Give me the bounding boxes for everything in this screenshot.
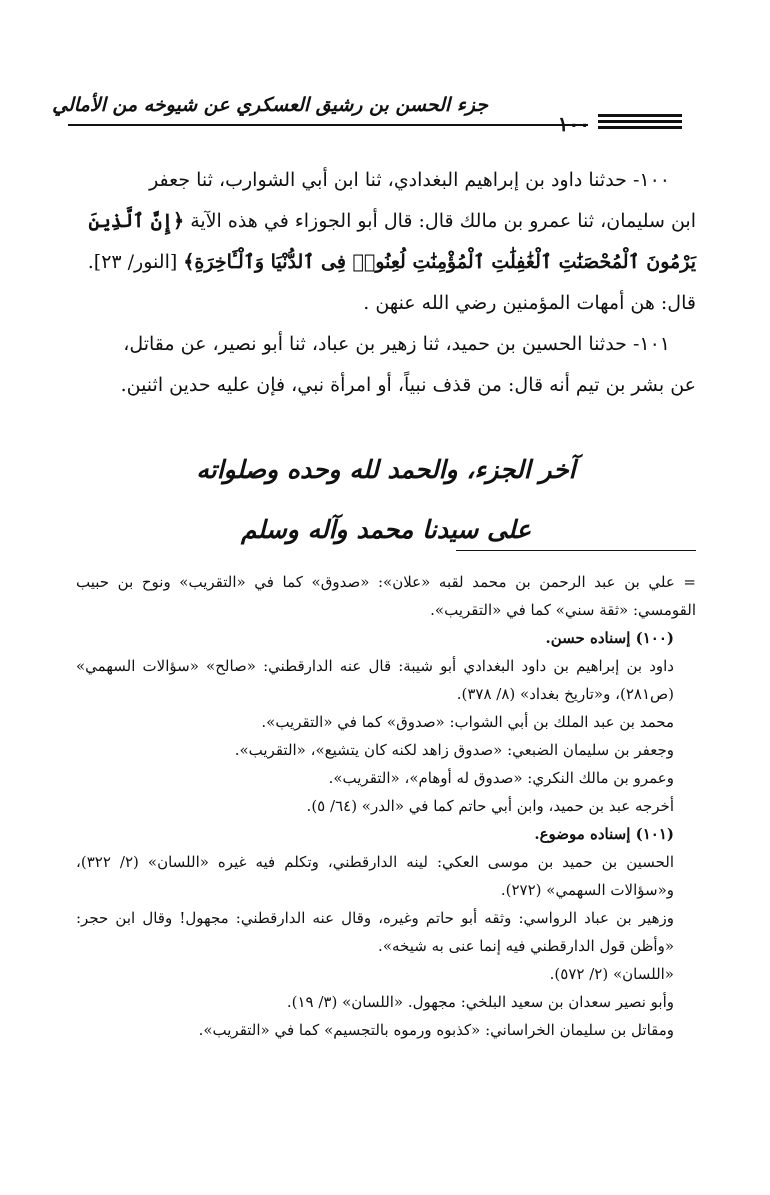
quran-reference: [النور/ ٢٣]. bbox=[87, 251, 184, 273]
footnote-continuation: = علي بن عبد الرحمن بن محمد لقبه «علان»: «صدوق» كما في «التقريب» ونوح بن حبيب القومسي: «ثقة سني» كما في «التقريب». bbox=[76, 573, 696, 619]
hadith-101-line-2: عن بشر بن تيم أنه قال: من قذف نبياً، أو امرأة نبي، فإن عليه حدين اثنين. bbox=[120, 374, 696, 396]
footnote-item: «اللسان» (٢/ ٥٧٢). bbox=[549, 965, 674, 983]
footnote-item: أخرجه عبد بن حميد، وابن أبي حاتم كما في «الدر» (٦٤/ ٥). bbox=[306, 797, 674, 815]
header-rule bbox=[68, 124, 588, 126]
footnote-item: محمد بن عبد الملك بن أبي الشواب: «صدوق» كما في «التقريب». bbox=[261, 713, 674, 731]
hadith-100-text: ابن سليمان، ثنا عمرو بن مالك قال: قال أبو الجوزاء في هذه الآية bbox=[184, 210, 696, 232]
main-text bbox=[76, 160, 696, 406]
footnote-item: وأبو نصير سعدان بن سعيد البلخي: مجهول. «اللسان» (٣/ ١٩). bbox=[286, 993, 674, 1011]
hadith-100-line-4: قال: هن أمهات المؤمنين رضي الله عنهن . bbox=[363, 292, 696, 314]
footnote-heading-100: (١٠٠) إسناده حسن. bbox=[545, 629, 674, 647]
hadith-100-line-1: ١٠٠- حدثنا داود بن إبراهيم البغدادي، ثنا ابن أبي الشوارب، ثنا جعفر bbox=[149, 169, 670, 191]
footnote-item: ومقاتل بن سليمان الخراساني: «كذبوه ورموه بالتجسيم» كما في «التقريب». bbox=[198, 1021, 674, 1039]
quran-verse-start: ﴿إِنَّ ٱلَّذِينَ bbox=[88, 210, 185, 232]
header-ornament-rule bbox=[598, 114, 682, 132]
hadith-100-line-3 bbox=[76, 242, 696, 283]
header-title: جزء الحسن بن رشيق العسكري عن شيوخه من الأمالي bbox=[52, 94, 488, 116]
running-header bbox=[52, 92, 698, 138]
footnote-item: داود بن إبراهيم بن داود البغدادي أبو شيبة: قال عنه الدارقطني: «صالح» «سؤالات السهمي» (ص٢٨١)، و«تاريخ بغداد» (٨/ ٣٧٨). bbox=[76, 657, 674, 703]
footnote-item: وجعفر بن سليمان الضبعي: «صدوق زاهد لكنه كان يتشيع»، «التقريب». bbox=[234, 741, 674, 759]
colophon-line-2: على سيدنا محمد وآله وسلم bbox=[240, 515, 532, 544]
quran-verse: يَرْمُونَ ٱلْمُحْصَنَٰتِ ٱلْغَٰفِلَٰتِ ٱلْمُؤْمِنَٰتِ لُعِنُوا۟ فِى ٱلدُّنْيَا وَٱلْـَٔاخِرَةِ﴾ bbox=[183, 251, 696, 273]
colophon bbox=[76, 440, 696, 560]
footnote-item: وزهير بن عباد الرواسي: وثقه أبو حاتم وغيره، وقال عنه الدارقطني: مجهول! وقال ابن حجر: «وأظن قول الدارقطني فيه إنما عنى به شيخه». bbox=[76, 909, 674, 955]
hadith-100-line-2 bbox=[76, 201, 696, 242]
footnote-item: وعمرو بن مالك النكري: «صدوق له أوهام»، «التقريب». bbox=[328, 769, 674, 787]
colophon-line-1: آخر الجزء، والحمد لله وحده وصلواته bbox=[196, 455, 576, 484]
footnote-separator bbox=[456, 550, 696, 551]
hadith-101-line-1: ١٠١- حدثنا الحسين بن حميد، ثنا زهير بن عباد، ثنا أبو نصير، عن مقاتل، bbox=[123, 333, 670, 355]
footnote-item: الحسين بن حميد بن موسى العكي: لينه الدارقطني، وتكلم فيه غيره «اللسان» (٢/ ٣٢٢)، و«سؤالات السهمي» (٢٧٢). bbox=[76, 853, 674, 899]
page-number: ١٠٠ bbox=[557, 112, 590, 136]
footnote-heading-101: (١٠١) إسناده موضوع. bbox=[534, 825, 674, 843]
footnotes bbox=[76, 568, 696, 1044]
